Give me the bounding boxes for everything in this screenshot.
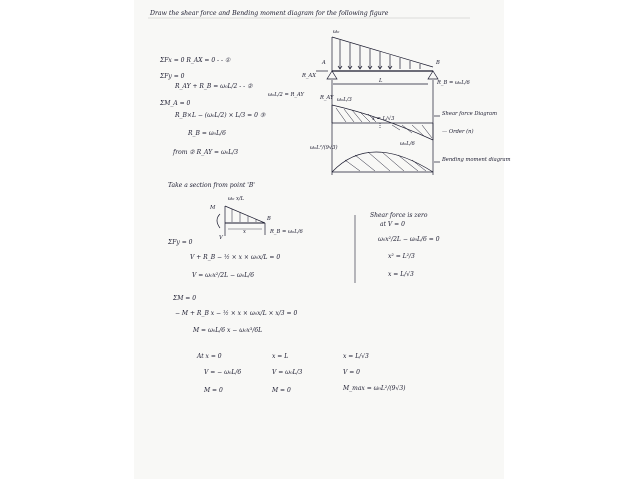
sfd-caption-sub: — Order (n) <box>442 129 474 135</box>
reaction-a-label: R_AY <box>320 95 334 101</box>
result-x0-m: M = 0 <box>204 387 223 394</box>
section-v-label: V <box>219 235 223 241</box>
eq-fy: ΣFy = 0 <box>160 73 185 80</box>
load-label: ω₀ <box>333 29 340 35</box>
bmd-caption: Bending moment diagram <box>442 157 511 163</box>
load-arrows <box>338 40 420 69</box>
result-xroot3-m: M_max = ω₀L²/(9√3) <box>343 385 406 392</box>
max-shear-heading: Shear force is zero <box>370 212 428 219</box>
result-xl-v: V = ω₀L/3 <box>272 369 303 376</box>
bmd-value: ω₀L²/(9√3) <box>310 145 338 151</box>
section-load-arrows <box>232 209 256 222</box>
eq-fy-sum: R_AY + R_B = ω₀L/2 - - ② <box>175 83 253 90</box>
eq-ma: ΣM_A = 0 <box>160 100 191 107</box>
moment-arrow <box>217 214 220 228</box>
support-b <box>428 71 438 79</box>
load-slope-line <box>332 37 433 67</box>
result-x0-label: At x = 0 <box>197 353 222 360</box>
reaction-b-label: R_B = ω₀L/6 <box>437 80 470 86</box>
max-shear-line3: x² = L²/3 <box>388 253 415 260</box>
section-fy: ΣFy = 0 <box>168 239 193 246</box>
reaction-ax-label: R_AX <box>302 73 316 79</box>
section-heading: Take a section from point 'B' <box>168 182 255 189</box>
section-m-result: M = ω₀L/6 x − ω₀x³/6L <box>193 327 263 334</box>
eq-rb: R_B = ω₀L/6 <box>188 130 226 137</box>
max-shear-line2: ω₀x²/2L − ω₀L/6 = 0 <box>378 236 440 243</box>
eq-fy-side: ω₀L/2 = R_AY <box>268 92 304 98</box>
sfd-value-left: ω₀L/3 <box>337 97 352 103</box>
span-label: L <box>379 78 383 84</box>
eq-ma-sum: R_B×L − (ω₀L/2) × L/3 = 0 ③ <box>175 112 266 119</box>
max-shear-line4: x = L/√3 <box>388 271 414 278</box>
support-a-label: A <box>322 60 326 66</box>
result-xl-label: x = L <box>272 353 289 360</box>
support-a <box>327 71 337 79</box>
result-xroot3-label: x = L/√3 <box>343 353 369 360</box>
section-m-sum: ΣM = 0 <box>173 295 197 302</box>
section-v-eq: V + R_B − ½ × x × ω₀x/L = 0 <box>190 254 281 261</box>
sfd-x-label: x = L/√3 <box>372 116 395 122</box>
section-rb-label: R_B = ω₀L/6 <box>270 229 303 235</box>
section-load-label: ω₀ x/L <box>228 196 245 202</box>
section-b-label: B <box>267 216 271 222</box>
section-v-result: V = ω₀x²/2L − ω₀L/6 <box>192 272 255 279</box>
eq-ray: from ② R_AY = ω₀L/3 <box>173 149 239 156</box>
sfd-caption: Shear force Diagram <box>442 111 498 117</box>
section-m-label: M <box>210 205 216 211</box>
result-x0-v: V = − ω₀L/6 <box>204 369 242 376</box>
page-title: Draw the shear force and Bending moment diagram for the following figure <box>150 10 389 17</box>
sfd-value-right: ω₀L/6 <box>400 141 415 147</box>
eq-fx: ΣFx = 0 R_AX = 0 - - ① <box>160 57 231 64</box>
section-load-slope <box>225 206 265 223</box>
sfd-curve <box>332 105 433 140</box>
bmd-curve <box>332 152 433 172</box>
support-b-label: B <box>436 60 440 66</box>
section-m-eq: − M + R_B x − ½ × x × ω₀x/L × x/3 = 0 <box>175 310 298 317</box>
max-shear-line1: at V = 0 <box>380 221 405 228</box>
result-xl-m: M = 0 <box>272 387 291 394</box>
section-x-label: x <box>243 229 246 235</box>
result-xroot3-v: V = 0 <box>343 369 360 376</box>
